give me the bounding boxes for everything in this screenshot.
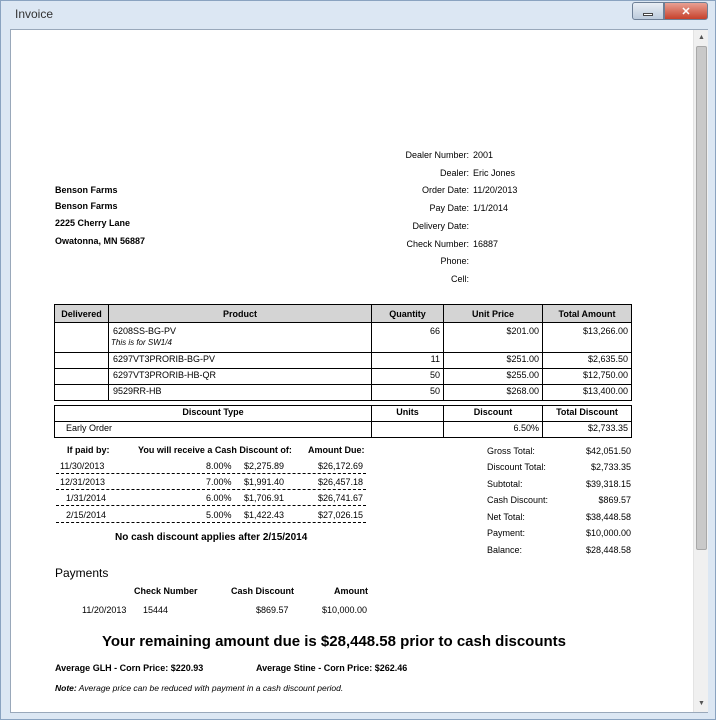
subtotal-label: Subtotal: xyxy=(487,479,523,489)
product-cell: 6297VT3PRORIB-HB-QR xyxy=(109,369,372,385)
payment-value: $10,000.00 xyxy=(585,528,631,538)
table-row xyxy=(55,422,632,438)
invoice-viewport xyxy=(10,29,708,713)
receive-header: You will receive a Cash Discount of: xyxy=(138,445,292,455)
customer-street: 2225 Cherry Lane xyxy=(55,218,131,228)
unit-price-cell: $251.00 xyxy=(444,353,543,369)
table-row xyxy=(55,385,632,401)
product-cell xyxy=(109,323,372,353)
discounts-header-row xyxy=(55,406,632,422)
discount-total-value: $2,733.35 xyxy=(590,462,631,472)
gross-total-value: $42,051.50 xyxy=(585,446,631,456)
pay-by-date: 1/31/2014 xyxy=(66,493,107,503)
units-cell xyxy=(372,422,444,438)
discount-amount: $2,275.89 xyxy=(244,461,285,471)
gross-total-label: Gross Total: xyxy=(487,446,535,456)
pay-by-date: 12/31/2013 xyxy=(60,477,106,487)
minimize-button[interactable] xyxy=(632,2,664,20)
customer-name: Benson Farms xyxy=(55,185,118,195)
table-row xyxy=(55,353,632,369)
scrollbar-thumb[interactable] xyxy=(696,46,707,550)
delivered-cell xyxy=(55,385,109,401)
net-total-label: Net Total: xyxy=(487,512,525,522)
col-quantity: Quantity xyxy=(372,305,444,323)
discount-pct: 8.00% xyxy=(206,461,232,471)
col-delivered: Delivered xyxy=(55,305,109,323)
total-cell: $13,400.00 xyxy=(543,385,632,401)
quantity-cell: 66 xyxy=(372,323,444,353)
minimize-icon xyxy=(643,13,653,16)
vertical-scrollbar[interactable] xyxy=(693,30,708,712)
cell-label: Cell: xyxy=(450,274,469,284)
arrow-down-icon: ▼ xyxy=(698,700,705,707)
scroll-up-button[interactable] xyxy=(694,30,709,45)
window-title: Invoice xyxy=(15,7,54,21)
invoice-document xyxy=(12,31,692,711)
order-date-label: Order Date: xyxy=(421,185,469,195)
title-bar[interactable] xyxy=(1,1,715,29)
balance-label: Balance: xyxy=(487,545,523,555)
delivered-cell xyxy=(55,353,109,369)
quantity-cell: 50 xyxy=(372,385,444,401)
order-date-value: 11/20/2013 xyxy=(473,185,518,195)
payment-label: Payment: xyxy=(487,528,526,538)
list-item xyxy=(56,458,366,474)
arrow-up-icon: ▲ xyxy=(698,34,705,41)
close-icon: ✕ xyxy=(681,5,691,18)
unit-price-cell: $255.00 xyxy=(444,369,543,385)
col-total-amount: Total Amount xyxy=(543,305,632,323)
unit-price-cell: $201.00 xyxy=(444,323,543,353)
phone-label: Phone: xyxy=(440,256,469,266)
amount-due-header: Amount Due: xyxy=(308,445,365,455)
product-cell: 9529RR-HB xyxy=(109,385,372,401)
list-item xyxy=(56,507,366,523)
delivery-date-label: Delivery Date: xyxy=(412,221,469,231)
cash-discount-value: $869.57 xyxy=(598,495,631,505)
product-cell: 6297VT3PRORIB-BG-PV xyxy=(109,353,372,369)
amount-due: $26,172.69 xyxy=(318,461,364,471)
net-total-value: $38,448.58 xyxy=(585,512,631,522)
dealer-label: Dealer: xyxy=(439,168,469,178)
discount-pct: 7.00% xyxy=(206,477,232,487)
cash-discount-header: Cash Discount xyxy=(231,586,295,596)
quantity-cell: 11 xyxy=(372,353,444,369)
check-number-label: Check Number: xyxy=(406,239,469,249)
footnote xyxy=(55,683,343,693)
footnote-label: Note: xyxy=(55,683,77,693)
discounts-table xyxy=(54,405,632,438)
products-header-row xyxy=(55,305,632,323)
list-item xyxy=(56,474,366,490)
window-controls xyxy=(632,2,708,20)
col-total-discount: Total Discount xyxy=(543,406,632,422)
table-row xyxy=(55,323,632,353)
footnote-text: Average price can be reduced with payment in a cash discount period. xyxy=(76,683,344,693)
payments-title: Payments xyxy=(55,566,109,580)
payment-cash-discount: $869.57 xyxy=(256,605,289,615)
product-code: 6208SS-BG-PV xyxy=(113,326,177,336)
payment-check: 15444 xyxy=(143,605,169,615)
col-units: Units xyxy=(372,406,444,422)
delivered-cell xyxy=(55,323,109,353)
close-button[interactable] xyxy=(664,2,708,20)
products-table xyxy=(54,304,632,401)
amount-due: $26,457.18 xyxy=(318,477,364,487)
discount-amount: $1,991.40 xyxy=(244,477,285,487)
col-discount-type: Discount Type xyxy=(55,406,372,422)
unit-price-cell: $268.00 xyxy=(444,385,543,401)
product-note: This is for SW1/4 xyxy=(111,338,172,347)
dealer-number-value: 2001 xyxy=(473,150,494,160)
total-discount-cell: $2,733.35 xyxy=(543,422,632,438)
payment-amount: $10,000.00 xyxy=(322,605,368,615)
amount-header: Amount xyxy=(334,586,368,596)
cash-discount-label: Cash Discount: xyxy=(487,495,549,505)
check-number-header: Check Number xyxy=(134,586,198,596)
discount-total-label: Discount Total: xyxy=(487,462,546,472)
discount-amount: $1,422.43 xyxy=(244,510,285,520)
pay-by-date: 11/30/2013 xyxy=(60,461,105,471)
total-cell: $12,750.00 xyxy=(543,369,632,385)
col-product: Product xyxy=(109,305,372,323)
pay-date-label: Pay Date: xyxy=(429,203,469,213)
discount-pct: 5.00% xyxy=(206,510,232,520)
customer-name-2: Benson Farms xyxy=(55,201,118,211)
delivered-cell xyxy=(55,369,109,385)
table-row xyxy=(55,369,632,385)
remaining-amount-due: Your remaining amount due is $28,448.58 prior to cash discounts xyxy=(102,633,567,650)
if-paid-header: If paid by: xyxy=(67,445,110,455)
amount-due: $26,741.67 xyxy=(318,493,364,503)
average-stine-price: Average Stine - Corn Price: $262.46 xyxy=(256,663,408,673)
total-cell: $2,635.50 xyxy=(543,353,632,369)
scroll-down-button[interactable] xyxy=(694,696,709,711)
amount-due: $27,026.15 xyxy=(318,510,364,520)
subtotal-value: $39,318.15 xyxy=(585,479,631,489)
discount-amount: $1,706.91 xyxy=(244,493,285,503)
col-discount: Discount xyxy=(444,406,543,422)
discount-type-cell: Early Order xyxy=(55,422,372,438)
discount-cell: 6.50% xyxy=(444,422,543,438)
balance-value: $28,448.58 xyxy=(585,545,631,555)
cash-discount-note: No cash discount applies after 2/15/2014 xyxy=(115,532,308,543)
pay-date-value: 1/1/2014 xyxy=(473,203,509,213)
quantity-cell: 50 xyxy=(372,369,444,385)
payment-date: 11/20/2013 xyxy=(82,605,127,615)
col-unit-price: Unit Price xyxy=(444,305,543,323)
pay-by-date: 2/15/2014 xyxy=(66,510,107,520)
check-number-value: 16887 xyxy=(473,239,499,249)
average-glh-price: Average GLH - Corn Price: $220.93 xyxy=(55,663,204,673)
dealer-number-label: Dealer Number: xyxy=(405,150,469,160)
dealer-value: Eric Jones xyxy=(473,168,516,178)
customer-city: Owatonna, MN 56887 xyxy=(55,236,146,246)
list-item xyxy=(56,490,366,506)
total-cell: $13,266.00 xyxy=(543,323,632,353)
discount-pct: 6.00% xyxy=(206,493,232,503)
